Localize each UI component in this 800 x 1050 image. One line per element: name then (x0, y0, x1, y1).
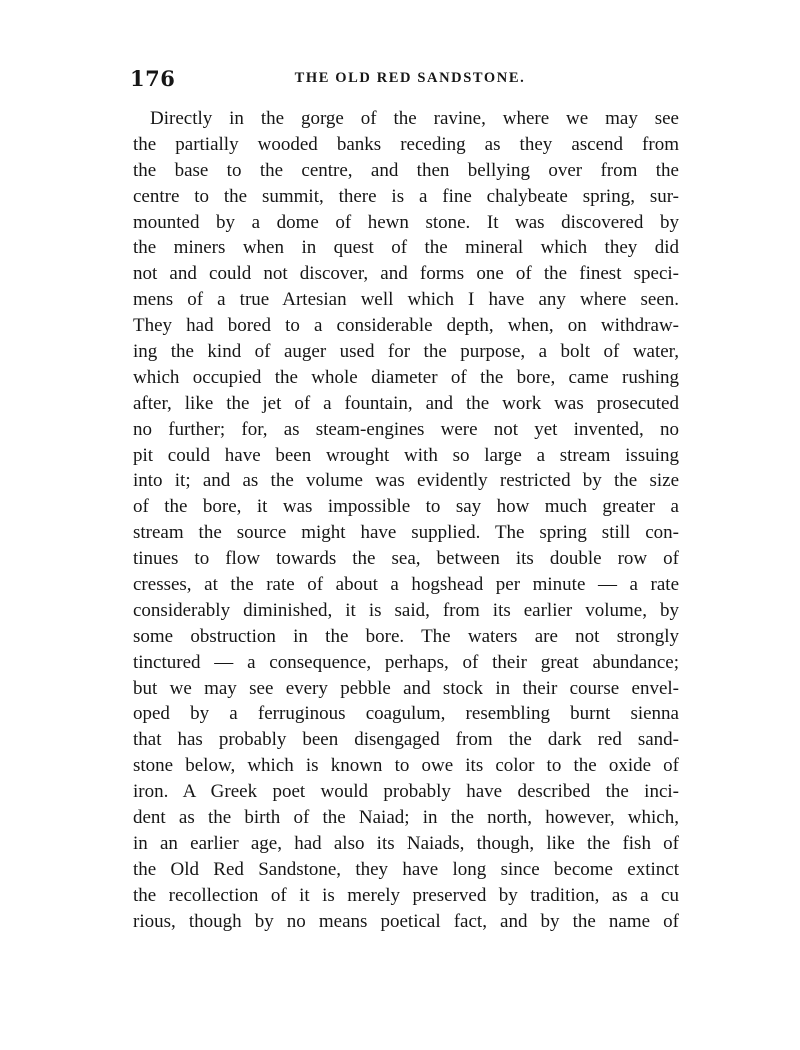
text-line: considerably diminished, it is said, from its earlier volume, by (133, 599, 679, 621)
text-line: stream the source might have supplied. The spring still con- (133, 522, 679, 544)
text-line: the recollection of it is merely preserved by tradition, as a cu (133, 884, 679, 906)
text-line: tinues to flow towards the sea, between its double row of (133, 548, 679, 570)
text-line: mounted by a dome of hewn stone. It was discovered by (133, 211, 679, 233)
text-line: rious, though by no means poetical fact, and by the name of (133, 910, 679, 932)
text-line: into it; and as the volume was evidently restricted by the size (133, 470, 679, 492)
text-line: after, like the jet of a fountain, and the work was prosecuted (133, 392, 679, 414)
text-line: They had bored to a considerable depth, when, on withdraw- (133, 315, 679, 337)
text-line: mens of a true Artesian well which I have any where seen. (133, 289, 679, 311)
text-line: dent as the birth of the Naiad; in the north, however, which, (133, 807, 679, 829)
text-line: the partially wooded banks receding as they ascend from (133, 133, 679, 155)
text-line: oped by a ferruginous coagulum, resembling burnt sienna (133, 703, 679, 725)
text-line: that has probably been disengaged from the dark red sand- (133, 729, 679, 751)
text-line: but we may see every pebble and stock in their course envel- (133, 677, 679, 699)
running-head (130, 66, 690, 92)
text-line: not and could not discover, and forms one of the finest speci- (133, 263, 679, 285)
text-line: the Old Red Sandstone, they have long since become extinct (133, 858, 679, 880)
text-line: iron. A Greek poet would probably have described the inci- (133, 781, 679, 803)
text-line: pit could have been wrought with so large a stream issuing (133, 444, 679, 466)
page-number: 176 (130, 66, 176, 91)
text-line: in an earlier age, had also its Naiads, though, like the fish of (133, 832, 679, 854)
body-text (133, 106, 679, 935)
text-line: some obstruction in the bore. The waters are not strongly (133, 625, 679, 647)
text-line: no further; for, as steam-engines were not yet invented, no (133, 418, 679, 440)
text-line: the base to the centre, and then bellying over from the (133, 159, 679, 181)
text-line: of the bore, it was impossible to say how much greater a (133, 496, 679, 518)
text-line: ing the kind of auger used for the purpose, a bolt of water, (133, 341, 679, 363)
text-line: tinctured — a consequence, perhaps, of their great abundance; (133, 651, 679, 673)
running-title: THE OLD RED SANDSTONE. (294, 70, 526, 86)
text-line: cresses, at the rate of about a hogshead per minute — a rate (133, 574, 679, 596)
text-line: the miners when in quest of the mineral which they did (133, 237, 679, 259)
text-line: stone below, which is known to owe its color to the oxide of (133, 755, 679, 777)
text-line: centre to the summit, there is a fine chalybeate spring, sur- (133, 185, 679, 207)
text-line: which occupied the whole diameter of the bore, came rushing (133, 366, 679, 388)
text-line: Directly in the gorge of the ravine, where we may see (150, 108, 679, 129)
